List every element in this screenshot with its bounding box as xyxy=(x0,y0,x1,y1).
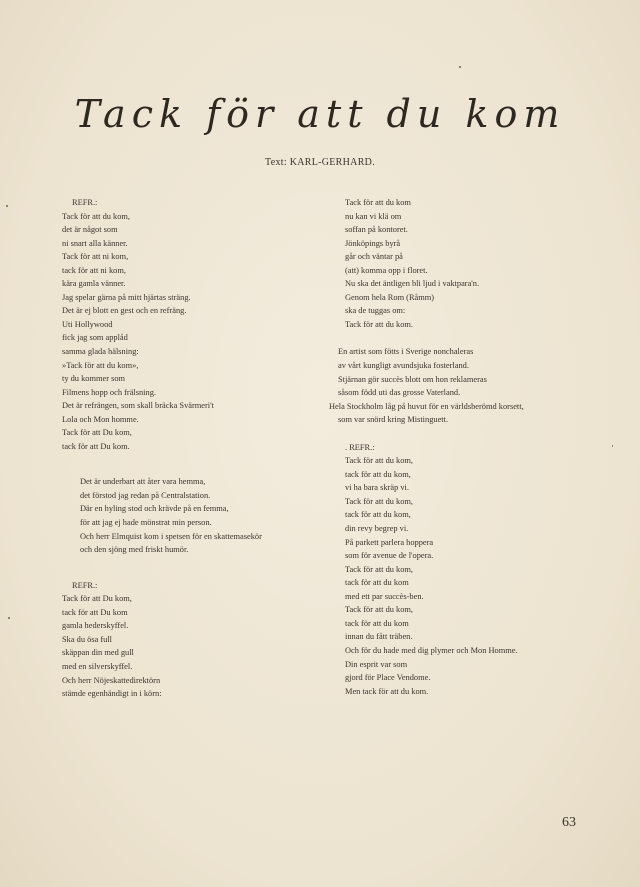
refrain-label: REFR.: xyxy=(72,580,98,590)
refrain-line: ska de tuggas om: xyxy=(345,306,406,316)
refrain-line: (att) komma opp i floret. xyxy=(345,265,428,275)
verse-line: Där en hyling stod och krävde på en femma, xyxy=(80,504,229,514)
refrain-line: Din esprit var som xyxy=(345,659,408,669)
refrain-line: Jönköpings byrå xyxy=(345,238,401,248)
refrain-line: Jag spelar gärna på mitt hjärtas sträng. xyxy=(62,292,191,302)
refrain-line: Och herr Nöjeskattedirektörn xyxy=(62,675,161,685)
refrain-line: Lola och Mon homme. xyxy=(62,414,139,424)
refrain-line: stämde egenhändigt in i körn: xyxy=(62,689,162,699)
verse-line: såsom född uti das grosse Vaterland. xyxy=(338,388,461,398)
refrain-line: kära gamla vänner. xyxy=(62,279,126,289)
verse-line: som var snörd kring Mistinguett. xyxy=(338,415,449,425)
refrain-line: Tack för att du kom, xyxy=(345,496,414,506)
refrain-line: vi ha bara skräp vi. xyxy=(345,483,409,493)
refrain-line: nu kan vi klä om xyxy=(345,211,402,221)
refrain-line: Tack för att du kom, xyxy=(345,456,414,466)
refrain-line: Men tack för att du kom. xyxy=(345,686,429,696)
verse-line: Hela Stockholm låg på huvut för en världsberömd korsett, xyxy=(329,401,524,411)
refrain-line: Genom hela Rom (Råmm) xyxy=(345,292,435,302)
refrain-line: Tack för att du kom. xyxy=(345,319,414,329)
refrain-line: som för avenue de l'opera. xyxy=(345,551,434,561)
refrain-line: tack för att Du kom. xyxy=(62,441,130,451)
refrain-line: går och väntar på xyxy=(345,252,403,262)
refrain-line: Det är ej blott en gest och en refräng. xyxy=(62,306,187,316)
refrain-line: Ska du ösa full xyxy=(62,634,113,644)
refrain-line: ni snart alla känner. xyxy=(62,238,128,248)
refrain-line: tack för att du kom, xyxy=(345,510,411,520)
refrain-line: innan du fått träben. xyxy=(345,632,413,642)
refrain-line: Tack för att Du kom, xyxy=(62,594,132,604)
refrain-line: gamla hederskyffel. xyxy=(62,621,129,631)
refrain-line: samma glada hälsning: xyxy=(62,347,139,357)
paper-speck xyxy=(459,66,461,68)
refrain-line: soffan på kontoret. xyxy=(345,225,408,235)
refrain-line: Det är refrängen, som skall bräcka Svärmeri't xyxy=(62,401,214,411)
refrain-line: »Tack för att du kom», xyxy=(62,360,139,370)
refrain-line: Och för du hade med dig plymer och Mon Homme. xyxy=(345,645,518,655)
refrain-label: REFR.: xyxy=(72,198,98,207)
verse-line: Stjärnan gör succès blott om hon reklameras xyxy=(338,374,487,384)
verse-line: för att jag ej hade mönstrat min person. xyxy=(80,518,212,528)
verse-line: av vårt kungligt avundsjuka fosterland. xyxy=(338,361,469,371)
refrain-line: Uti Hollywood xyxy=(62,319,113,329)
refrain-line: tack för att ni kom, xyxy=(62,265,126,275)
refrain-line: Tack för att du kom, xyxy=(345,564,414,574)
verse-line: Och herr Elmquist kom i spetsen för en skattemasekör xyxy=(80,531,262,541)
refrain-line: med en silverskyffel. xyxy=(62,661,133,671)
refrain-line: skäppan din med gull xyxy=(62,648,134,658)
refrain-line: Tack för att Du kom, xyxy=(62,428,132,438)
refrain-line: tack för att du kom xyxy=(345,618,409,628)
refrain-line: det är något som xyxy=(62,225,118,235)
refrain-line: Tack för att du kom, xyxy=(345,605,414,615)
refrain-line: fick jag som applåd xyxy=(62,333,128,343)
refrain-line: tack för att du kom, xyxy=(345,469,411,479)
refrain-line: med ett par succès-ben. xyxy=(345,591,424,601)
page-number: 63 xyxy=(562,815,576,830)
verse-line: En artist som fötts i Sverige nonchaleras xyxy=(338,347,474,357)
verse-line: och den sjöng med friskt humör. xyxy=(80,545,189,555)
song-title: Tack för att du kom xyxy=(74,92,566,136)
refrain-line: Tack för att du kom xyxy=(345,198,411,207)
refrain-line: tack för att Du kom xyxy=(62,607,128,617)
refrain-line: Nu ska det äntligen bli ljud i vaktpara'n. xyxy=(345,279,480,289)
refrain-line: din revy begrep vi. xyxy=(345,524,409,534)
refrain-line: På parkett parlera hoppera xyxy=(345,537,434,547)
song-credit: Text: KARL-GERHARD. xyxy=(265,157,375,168)
refrain-line: Filmens hopp och frälsning. xyxy=(62,387,156,397)
verse-line: Det är underbart att åter vara hemma, xyxy=(80,477,206,487)
refrain-line: Tack för att ni kom, xyxy=(62,252,129,262)
paper-speck xyxy=(8,617,10,619)
refrain-line: Tack för att du kom, xyxy=(62,211,131,221)
paper-speck xyxy=(6,205,8,207)
refrain-line: ty du kommer som xyxy=(62,374,126,384)
right-column xyxy=(329,196,524,698)
refrain-line: tack för att du kom xyxy=(345,578,409,588)
refrain-line: gjord för Place Vendome. xyxy=(345,673,431,683)
left-column xyxy=(62,196,262,701)
paper-speck xyxy=(612,445,613,447)
verse-line: det förstod jag redan på Centralstation. xyxy=(80,490,211,500)
refrain-label: . REFR.: xyxy=(345,442,375,452)
